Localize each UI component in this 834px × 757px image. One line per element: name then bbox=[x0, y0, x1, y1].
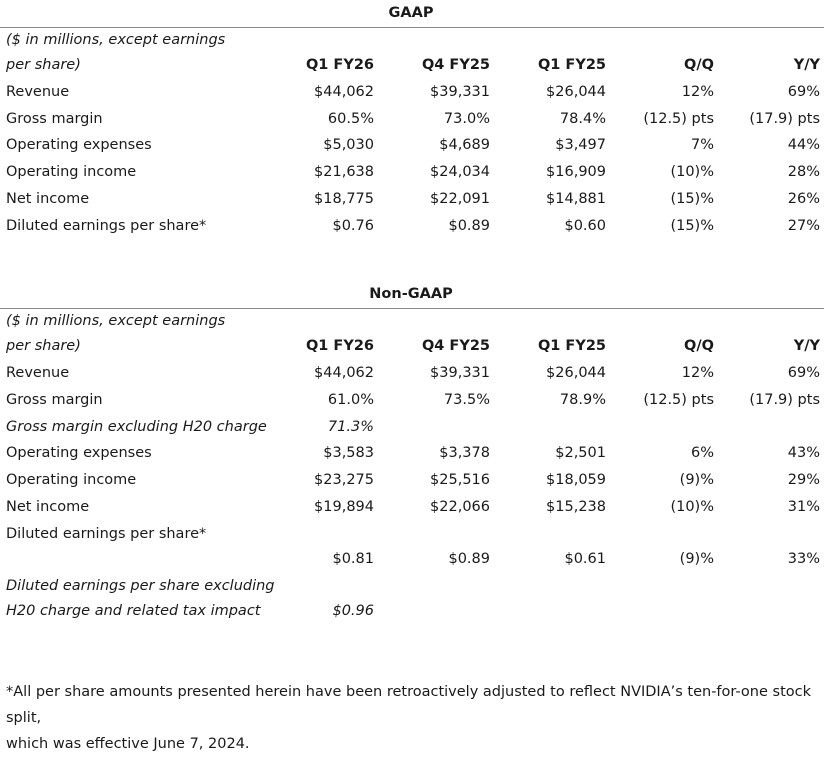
table-cell: $25,516 bbox=[430, 472, 490, 488]
table-cell: $0.89 bbox=[448, 218, 490, 234]
table-cell: 73.0% bbox=[443, 111, 490, 127]
table-row bbox=[0, 111, 830, 135]
table-cell: $5,030 bbox=[323, 137, 374, 153]
gaap-header-q1fy26: Q1 FY26 bbox=[305, 57, 374, 73]
row-label: Revenue bbox=[6, 84, 70, 100]
table-cell: (10)% bbox=[670, 164, 714, 180]
table-cell: 73.5% bbox=[443, 392, 490, 408]
table-cell: 31% bbox=[787, 499, 820, 515]
table-cell: $26,044 bbox=[546, 84, 606, 100]
gaap-header-q4fy25: Q4 FY25 bbox=[421, 57, 490, 73]
table-cell: $16,909 bbox=[546, 164, 606, 180]
table-cell: 26% bbox=[787, 191, 820, 207]
table-row bbox=[0, 191, 830, 215]
gaap-unit-line-2: per share) bbox=[6, 57, 81, 73]
table-row bbox=[0, 392, 830, 416]
row-label: Operating expenses bbox=[6, 137, 152, 153]
table-cell: 71.3% bbox=[327, 419, 374, 435]
table-row bbox=[0, 603, 830, 627]
table-cell: $22,091 bbox=[430, 191, 490, 207]
nongaap-eps-ex-label-line-1: Diluted earnings per share excluding bbox=[6, 578, 275, 594]
table-cell: 29% bbox=[787, 472, 820, 488]
table-row bbox=[0, 445, 830, 469]
gaap-unit-line-1: ($ in millions, except earnings bbox=[6, 32, 226, 48]
row-label: Gross margin excluding H20 charge bbox=[6, 419, 267, 435]
nongaap-header-yy: Y/Y bbox=[793, 338, 820, 354]
table-cell: $39,331 bbox=[430, 365, 490, 381]
nongaap-section-title: Non-GAAP bbox=[369, 286, 453, 302]
gaap-header-row bbox=[0, 57, 830, 81]
table-cell: $39,331 bbox=[430, 84, 490, 100]
row-label: Operating income bbox=[6, 472, 137, 488]
row-label: Revenue bbox=[6, 365, 70, 381]
nongaap-header-qq: Q/Q bbox=[684, 338, 714, 354]
table-cell: (17.9) pts bbox=[749, 111, 820, 127]
table-cell: 6% bbox=[690, 445, 714, 461]
table-cell: $3,497 bbox=[555, 137, 606, 153]
table-cell: $3,378 bbox=[439, 445, 490, 461]
table-row bbox=[0, 84, 830, 108]
table-cell: $15,238 bbox=[546, 499, 606, 515]
table-cell: 44% bbox=[787, 137, 820, 153]
table-cell: 12% bbox=[681, 365, 714, 381]
table-cell: $19,894 bbox=[314, 499, 374, 515]
table-cell: $0.89 bbox=[448, 551, 490, 567]
table-cell: $21,638 bbox=[314, 164, 374, 180]
footnote-line-1: *All per share amounts presented herein have been retroactively adjusted to reflect NVIDIA’s ten-for-one stock split, bbox=[6, 684, 812, 726]
table-cell: $26,044 bbox=[546, 365, 606, 381]
table-cell: $18,059 bbox=[546, 472, 606, 488]
row-label: Gross margin bbox=[6, 392, 103, 408]
nongaap-header-q4fy25: Q4 FY25 bbox=[421, 338, 490, 354]
table-cell: (15)% bbox=[670, 218, 714, 234]
gaap-header-qq: Q/Q bbox=[684, 57, 714, 73]
table-cell: $2,501 bbox=[555, 445, 606, 461]
gaap-section-title: GAAP bbox=[388, 5, 434, 21]
table-row bbox=[0, 551, 830, 575]
table-cell: $3,583 bbox=[323, 445, 374, 461]
nongaap-eps-label: Diluted earnings per share* bbox=[6, 526, 207, 542]
table-cell: $4,689 bbox=[439, 137, 490, 153]
row-label: Diluted earnings per share* bbox=[6, 218, 207, 234]
footnote-line-2: which was effective June 7, 2024. bbox=[6, 736, 250, 752]
table-cell: 27% bbox=[787, 218, 820, 234]
nongaap-unit-line-1: ($ in millions, except earnings bbox=[6, 313, 226, 329]
table-cell: $24,034 bbox=[430, 164, 490, 180]
row-label: Gross margin bbox=[6, 111, 103, 127]
table-cell: 33% bbox=[787, 551, 820, 567]
table-cell: 69% bbox=[787, 365, 820, 381]
table-cell: (12.5) pts bbox=[643, 111, 714, 127]
row-label: Operating expenses bbox=[6, 445, 152, 461]
nongaap-header-q1fy25: Q1 FY25 bbox=[537, 338, 606, 354]
table-cell: (10)% bbox=[670, 499, 714, 515]
table-cell: $0.96 bbox=[332, 603, 374, 619]
table-cell: $0.81 bbox=[332, 551, 374, 567]
nongaap-title-rule bbox=[0, 308, 824, 309]
table-cell: $23,275 bbox=[314, 472, 374, 488]
row-label: Net income bbox=[6, 499, 90, 515]
table-row bbox=[0, 472, 830, 496]
table-cell: $0.76 bbox=[332, 218, 374, 234]
nongaap-unit-line-2: per share) bbox=[6, 338, 81, 354]
gaap-title-rule bbox=[0, 27, 824, 28]
table-cell: (9)% bbox=[679, 551, 714, 567]
table-cell: $44,062 bbox=[314, 84, 374, 100]
table-cell: (12.5) pts bbox=[643, 392, 714, 408]
table-cell: $44,062 bbox=[314, 365, 374, 381]
table-cell: 78.4% bbox=[559, 111, 606, 127]
table-row bbox=[0, 365, 830, 389]
table-row bbox=[0, 218, 830, 242]
nongaap-eps-ex-label-line-2: H20 charge and related tax impact bbox=[6, 603, 261, 619]
nongaap-header-q1fy26: Q1 FY26 bbox=[305, 338, 374, 354]
table-cell: 43% bbox=[787, 445, 820, 461]
table-cell: $0.60 bbox=[564, 218, 606, 234]
table-row bbox=[0, 164, 830, 188]
table-cell: 60.5% bbox=[327, 111, 374, 127]
table-cell: 28% bbox=[787, 164, 820, 180]
table-row bbox=[0, 137, 830, 161]
table-cell: (9)% bbox=[679, 472, 714, 488]
row-label: Operating income bbox=[6, 164, 137, 180]
table-cell: 7% bbox=[690, 137, 714, 153]
table-cell: (17.9) pts bbox=[749, 392, 820, 408]
gaap-header-yy: Y/Y bbox=[793, 57, 820, 73]
table-row bbox=[0, 419, 830, 443]
table-cell: $22,066 bbox=[430, 499, 490, 515]
table-cell: 69% bbox=[787, 84, 820, 100]
table-cell: 61.0% bbox=[327, 392, 374, 408]
table-cell: (15)% bbox=[670, 191, 714, 207]
table-row bbox=[0, 499, 830, 523]
table-cell: $14,881 bbox=[546, 191, 606, 207]
footnote bbox=[6, 679, 826, 757]
nongaap-header-row bbox=[0, 338, 830, 362]
table-cell: 78.9% bbox=[559, 392, 606, 408]
table-cell: 12% bbox=[681, 84, 714, 100]
row-label: Net income bbox=[6, 191, 90, 207]
table-cell: $0.61 bbox=[564, 551, 606, 567]
table-cell: $18,775 bbox=[314, 191, 374, 207]
gaap-header-q1fy25: Q1 FY25 bbox=[537, 57, 606, 73]
